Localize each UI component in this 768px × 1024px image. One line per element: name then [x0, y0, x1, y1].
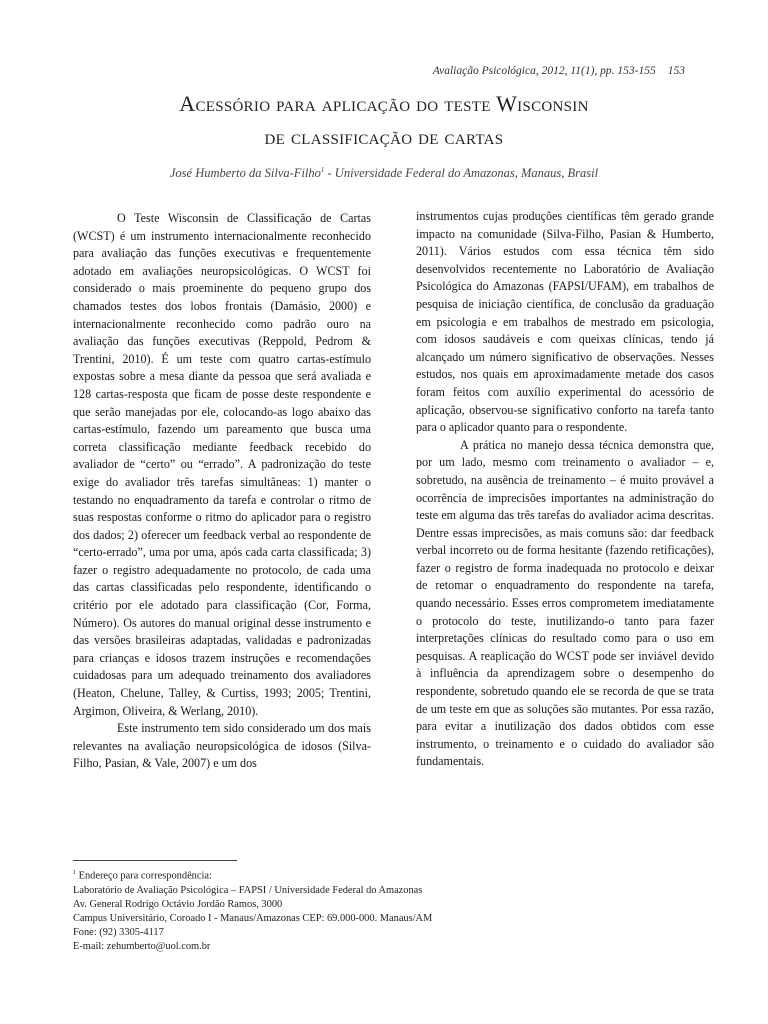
- footnote-line-2: Laboratório de Avaliação Psicológica – FAPSI / Universidade Federal do Amazonas: [73, 884, 423, 896]
- right-column: [416, 208, 714, 771]
- running-head: [433, 65, 685, 77]
- footnote-heading: Endereço para correspondência:: [76, 870, 212, 882]
- footnote-divider: [73, 860, 237, 861]
- left-paragraph-2: Este instrumento tem sido considerado um dos mais relevantes na avaliação neuropsicológica de idosos (Silva-Filho, Pasian, & Vale, 2007) e um dos: [73, 721, 371, 771]
- footnote-line-1: [73, 866, 593, 884]
- footnote-mark: 1: [73, 870, 76, 876]
- byline: [0, 166, 768, 181]
- journal-citation: Avaliação Psicológica, 2012, 11(1), pp. 153-155: [432, 65, 656, 77]
- footnote-line-6: E-mail: zehumberto@uol.com.br: [73, 941, 211, 953]
- footnote-line-5: Fone: (92) 3305-4117: [73, 927, 164, 939]
- footnote-line-4: Campus Universitário, Coroado I - Manaus/Amazonas CEP: 69.000-000. Manaus/AM: [73, 913, 433, 925]
- left-column: [73, 210, 371, 773]
- left-paragraph-1: O Teste Wisconsin de Classificação de Cartas (WCST) é um instrumento internacionalmente reconhecido para avaliação das funções executivas e frequentemente adotado em avaliações neuropsicológicas. O WCST foi considerado o mais proeminente do pequeno grupo dos chamados testes dos lobos frontais (Damásio, 2000) e internacionalmente reconhecido como padrão ouro na avaliação das funções executivas (Reppold, Pedrom & Trentini, 2010). É um teste com quatro cartas-estímulo expostas sobre a mesa diante da pessoa que será avaliada e 128 cartas-resposta que ficam de posse deste respondente e que serão manejadas por ele, colocando-as logo abaixo das cartas-estímulo, fazendo um pareamento que busca uma correta classificação mediante feedback recebido do avaliador de “certo” ou “errado”. A padronização do teste exige do avaliador três tarefas simultâneas: 1) manter o testando no enquadramento da tarefa e controlar o ritmo de suas respostas conforme o ritmo do aplicador para o registro dos dados; 2) oferecer um feedback verbal ao respondente de “certo-errado”, uma por uma, após cada carta classificada; 3) fazer o registro adequadamente no protocolo, de cada uma das cartas classificadas pelo respondente, identificando o critério por ele adotado para classificação (Cor, Forma, Número). Os autores do manual original desse instrumento e das versões brasileiras adaptadas, validadas e padronizadas para crianças e idosos trazem instruções e recomendações cuidadosas para um adequado treinamento dos avaliadores (Heaton, Chelune, Talley, & Curtiss, 1993; 2005; Trentini, Argimon, Oliveira, & Werlang, 2010).: [73, 211, 371, 718]
- right-paragraph-2: A prática no manejo dessa técnica demonstra que, por um lado, mesmo com treinamento o avaliador – e, sobretudo, na ausência de treinamento – é muito provável a ocorrência de imprecisões importantes na administração do teste em alguma das três tarefas do avaliador acima descritas. Dentre essas imprecisões, as mais comuns são: dar feedback verbal incorreto ou de forma hesitante (fazendo retificações), fazer o registro de forma inadequada no protocolo e deixar de retomar o enquadramento do respondente na tarefa, quando necessário. Esses erros comprometem imediatamente o protocolo do teste, inutilizando-o tanto para fazer interpretações clínicas do resultado como para o uso em pesquisas. A reaplicação do WCST pode ser inviável devido à influência da aprendizagem sobre o desempenho do respondente, sobretudo quando ele se recorda de que se trata de um teste em que as soluções são mutantes. Por essa razão, para evitar a inutilização dos dados obtidos com esse instrumento, o treinamento e o cuidado do avaliador são fundamentais.: [416, 437, 714, 769]
- author-name: José Humberto da Silva-Filho: [169, 166, 321, 181]
- footnote-line-3: Av. General Rodrigo Octávio Jordão Ramos, 3000: [73, 898, 283, 910]
- right-paragraph-1: instrumentos cujas produções científicas têm gerado grande impacto na comunidade (Silva-Filho, Pasian & Humberto, 2011). Vários estudos com essa técnica têm sido desenvolvidos recentemente no Laboratório de Avaliação Psicológica do Amazonas (FAPSI/UFAM), em trabalhos de pesquisa de iniciação científica, de conclusão da graduação em psicologia e em trabalhos de mestrado em psicologia, com idosos saudáveis e com queixas clínicas, tendo já alcançado um número significativo de observações. Nesses estudos, nos quais em aproximadamente metade dos casos foram feitos com auxílio experimental do acessório de aplicação, observou-se significativo conforto na tarefa tanto para o aplicador quanto para o respondente.: [416, 209, 714, 435]
- author-footnote-mark: 1: [320, 166, 325, 174]
- author-affiliation: - Universidade Federal do Amazonas, Manaus, Brasil: [324, 166, 599, 181]
- article-title-line-2: de classificação de cartas: [264, 124, 504, 149]
- page-number: 153: [667, 65, 685, 77]
- article-title-line-1: Acessório para aplicação do teste Wisconsin: [179, 91, 589, 116]
- footnote: [73, 866, 593, 955]
